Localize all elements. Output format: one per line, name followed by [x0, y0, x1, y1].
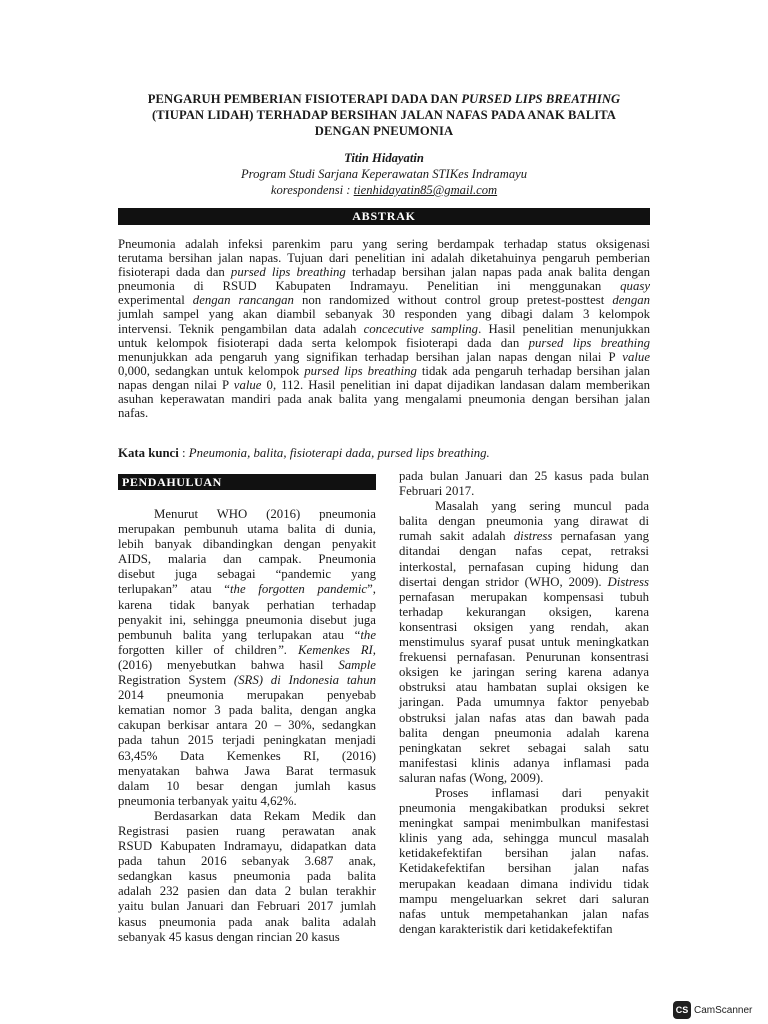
body-line: dalam 10 besar dengan jumlah kasus	[118, 778, 376, 793]
abstract-line: intervensi. Teknik pengambilan data adalah concecutive sampling. Hasil penelitian menunjukkan	[118, 321, 650, 336]
body-line: Proses inflamasi dari penyakit	[435, 785, 649, 800]
paper-title	[118, 91, 650, 139]
body-line: pneumonia terbanyak yaitu 4,62%.	[118, 793, 297, 808]
camscanner-watermark	[673, 1001, 752, 1019]
body-line: menstimulus syaraf pusat untuk meningkatkan	[399, 635, 649, 650]
body-line: frekuensi pernafasan. Penurunan konsentrasi	[399, 650, 649, 665]
body-line: AIDS, malaria dan campak. Pneumonia	[118, 552, 376, 567]
abstract-line: Pneumonia adalah infeksi parenkim paru yang sering berdampak terhadap status oksigenasi	[118, 237, 650, 251]
abstract-line: fisioterapi dada dan pursed lips breathing terhadap bersihan jalan napas pada anak balita dengan	[118, 265, 650, 280]
body-line: lebih banyak dibandingkan dengan penyakit	[118, 537, 376, 552]
body-line: pembunuh balita yang terlupakan atau “the	[118, 627, 376, 642]
body-line: sedangkan kasus pneumonia pada balita	[118, 869, 376, 884]
abstract-line: 0,000, sedangkan untuk kelompok pursed lips breathing tidak ada pengaruh terhadap bersihan jalan	[118, 363, 651, 378]
section-heading: PENDAHULUAN	[118, 474, 376, 490]
author-affiliation: Program Studi Sarjana Keperawatan STIKes Indramayu	[240, 167, 528, 181]
body-line: jaringan. Pada umumnya faktor penyebab	[399, 695, 649, 710]
abstract-line: untuk kelompok fisioterapi dada serta kelompok fisioterapi dada dan pursed lips breathing	[118, 335, 650, 350]
body-line: Menurut WHO (2016) pneumonia	[154, 507, 376, 521]
body-line: pada tahun 2016 sebanyak 3.687 anak,	[118, 854, 376, 869]
body-line: pada tahun 2015 terjadi peningkatan menjadi	[118, 733, 376, 748]
camscanner-label: CamScanner	[694, 1004, 753, 1016]
body-line: Ketidakefektifan bersihan jalan nafas	[399, 861, 649, 876]
body-line: menyatakan bahwa Jawa Barat termasuk	[118, 763, 376, 778]
body-line: terlupakan” atau “the forgotten pandemic”,	[118, 582, 377, 597]
body-line: adalah 232 pasien dan data 2 bulan terakhir	[118, 884, 376, 899]
body-line: pernafasan merupakan kompensasi tubuh	[399, 589, 649, 604]
body-line: balita dengan pneumonia yang dirawat di	[399, 514, 649, 529]
abstract-line: menunjukkan ada pengaruh yang signifikan terhadap bersihan jalan napas dengan nilai P value	[118, 349, 650, 364]
body-line: disertai dengan stridor (WHO, 2009). Distress	[399, 574, 649, 589]
author-name: Titin Hidayatin	[344, 151, 424, 165]
body-line: merupakan keadaan dimana individu tidak	[399, 876, 649, 891]
body-line: konsentrasi oksigen yang rendah, akan	[399, 619, 649, 634]
body-line: ditandai dengan nafas cepat, retraksi	[399, 544, 649, 559]
body-line: oksigen ke jaringan sering karena adanya	[399, 665, 649, 680]
body-line: obstruksi atau hambatan suplai oksigen ke	[399, 680, 649, 695]
body-line: Registrasi pasien ruang perawatan anak	[118, 823, 376, 838]
title-line-2: (TIUPAN LIDAH) TERHADAP BERSIHAN JALAN NAFAS PADA ANAK BALITA	[152, 108, 616, 122]
abstract-line: experimental dengan rancangan non randomized without control group pretest-posttest dengan	[118, 293, 651, 308]
body-line: yaitu bulan Januari dan Februari 2017 jumlah	[118, 899, 376, 914]
title-line-1: PENGARUH PEMBERIAN FISIOTERAPI DADA DAN PURSED LIPS BREATHING	[147, 92, 621, 106]
email-link[interactable]: tienhidayatin85@gmail.com	[353, 183, 498, 197]
right-column	[399, 469, 649, 937]
body-line: klinis yang ada, sehingga muncul masalah	[399, 831, 649, 846]
body-line: Registration System (SRS) di Indonesia tahun	[118, 673, 376, 688]
body-line: RSUD Kabupaten Indramayu, didapatkan data	[118, 839, 376, 854]
body-line: obstruksi jalan nafas atas dan bawah pada	[399, 710, 649, 725]
body-line: peningkatan sekret sebagai salah satu	[399, 740, 649, 755]
left-column	[118, 507, 376, 945]
body-line: interkostal, pernafasan cuping hidung dan	[399, 559, 649, 574]
body-line: cakupan berkisar antara 20 – 30%, sedangkan	[118, 718, 376, 733]
body-line: ketidakefektifan bersihan jalan nafas.	[399, 846, 649, 861]
camscanner-icon: CS	[673, 1001, 691, 1019]
body-line: Masalah yang sering muncul pada	[435, 499, 649, 514]
keywords: Kata kunci : Pneumonia, balita, fisioterapi dada, pursed lips breathing.	[118, 446, 490, 460]
body-line: balita dengan pneumonia adalah karena	[399, 725, 649, 740]
body-line: mampu mengeluarkan sekret dari saluran	[399, 891, 649, 906]
body-line: pneumonia mengakibatkan produksi sekret	[399, 801, 649, 816]
body-line: manifestasi klinis adanya inflamasi pada	[399, 755, 649, 770]
body-line: disebut juga sebagai “pandemic yang	[118, 567, 376, 582]
body-line: dengan karakteristik dari ketidakefektifan	[399, 921, 613, 936]
body-line: terhadap kekurangan oksigen, karena	[399, 604, 649, 619]
body-line: kasus pneumonia pada anak balita adalah	[118, 914, 376, 929]
abstract-line: nafas.	[118, 406, 149, 421]
abstract-line: asuhan keperawatan mandiri pada anak balita yang mengalami pneumonia dengan bersihan jalan	[118, 392, 650, 407]
abstract-line: pneumonia di RSUD Kabupaten Indramayu. Penelitian ini menggunakan quasy	[118, 279, 650, 294]
body-line: merupakan pembunuh utama balita di dunia,	[118, 522, 376, 537]
body-line: meningkat sampai menimbulkan manifestasi	[399, 816, 649, 831]
body-line: 2014 pneumonia merupakan penyebab	[118, 688, 376, 703]
body-line: penyakit ini, sehingga pneumonia disebut juga	[118, 612, 376, 627]
abstract-line: jumlah sampel yang akan diambil sebanyak 30 responden yang dibagi dalam 3 kelompok	[118, 307, 650, 322]
body-line: 63,45% Data Kemenkes RI, (2016)	[118, 748, 376, 763]
body-line: (2016) menyebutkan bahwa hasil Sample	[118, 657, 376, 672]
abstract-line: napas dengan nilai P value 0, 112. Hasil penelitian ini dapat dijadikan landasan dalam memberikan	[118, 377, 650, 392]
abstract-heading: ABSTRAK	[118, 208, 650, 225]
body-line: sebanyak 45 kasus dengan rincian 20 kasus	[118, 929, 340, 944]
abstract-body	[118, 237, 650, 420]
body-line: pada bulan Januari dan 25 kasus pada bulan	[399, 469, 649, 483]
body-line: rumah sakit adalah distress pernafasan yang	[399, 529, 649, 544]
author-block	[118, 150, 650, 198]
body-line: Berdasarkan data Rekam Medik dan	[154, 808, 376, 823]
body-line: nafas untuk mempetahankan jalan nafas	[399, 906, 649, 921]
body-line: forgotten killer of children”. Kemenkes RI,	[118, 642, 376, 657]
body-line: saluran nafas (Wong, 2009).	[399, 770, 544, 785]
title-line-3: DENGAN PNEUMONIA	[314, 124, 454, 138]
body-line: kematian nomor 3 pada balita, dengan angka	[118, 703, 376, 718]
author-correspondence: korespondensi : tienhidayatin85@gmail.com	[270, 183, 498, 197]
body-line: Februari 2017.	[399, 484, 475, 499]
abstract-line: terutama bersihan jalan napas. Tujuan dari penelitian ini adalah diketahuinya pengaruh pemberian	[118, 251, 650, 266]
body-line: karena tidak banyak perhatian terhadap	[118, 597, 376, 612]
